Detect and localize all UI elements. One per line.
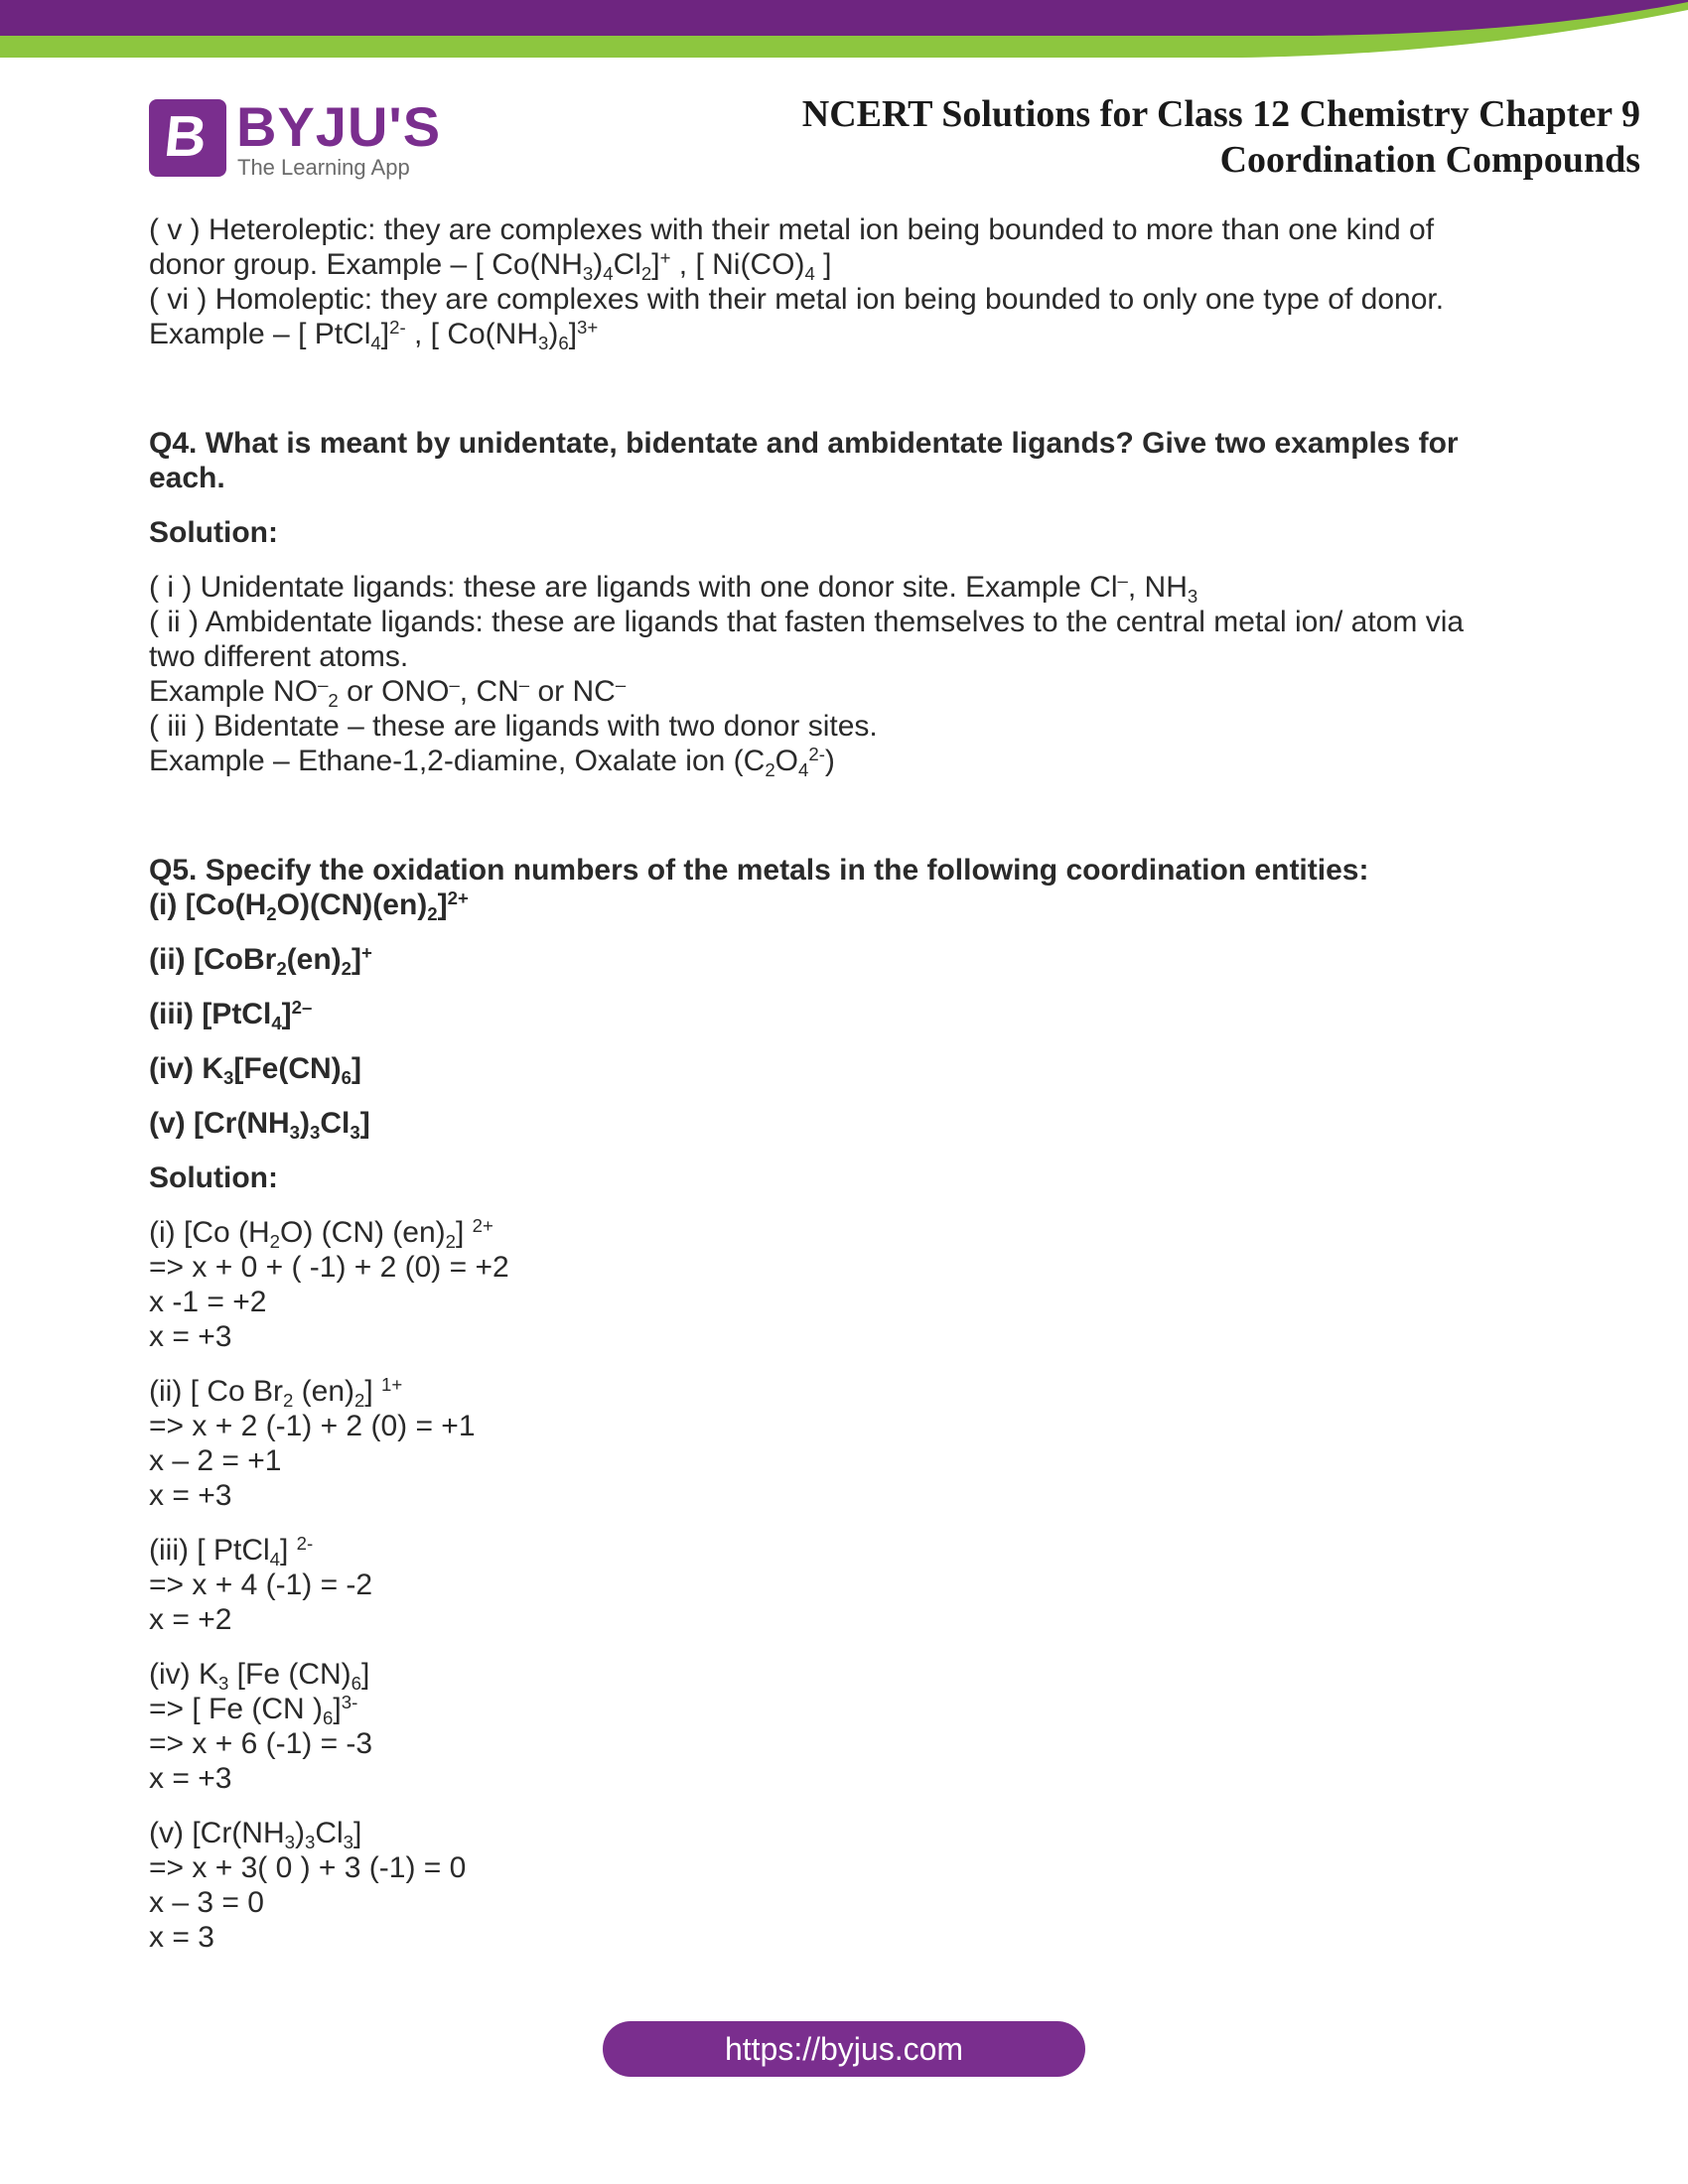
heteroleptic-example: donor group. Example – [ $Co(NH_3)_4Cl_2]^+$ , [ $Ni(CO)_4$ ] [149, 246, 832, 284]
q3-continuation [149, 212, 1539, 351]
logo-mark: B [149, 99, 226, 177]
bidentate-example: Example – Ethane-1,2-diamine, Oxalate ion $(C_2O_4^{2-})$ [149, 743, 835, 780]
q5-solution-iv: (iv) $K_3$ [Fe $(CN)_6$] => [ Fe (CN )$_6]^{3-}$ => x + 6 (-1) = -3 x = +3 [149, 1658, 373, 1795]
page-title [667, 91, 1640, 183]
q5-item-v: (v) $[Cr(NH_3)_3Cl_3]$ [149, 1107, 370, 1143]
title-line-2: Coordination Compounds [1219, 139, 1640, 181]
byjus-logo [149, 97, 447, 181]
q5-item-ii: (ii) $[CoBr_2(en)_2]^+$ [149, 941, 372, 979]
q5-item-iv: (iv) $K_3[Fe(CN)_6]$ [149, 1052, 361, 1088]
homoleptic-example: Example – [ PtCl$_4$]$^{2-}$ , [ $Co(NH_3)_6]^{3+}$ [149, 316, 599, 353]
header-color-band [0, 0, 1688, 60]
footer-url-link[interactable]: https://byjus.com [603, 2021, 1085, 2077]
brand-tagline: The Learning App [237, 155, 410, 180]
q4-solution-label: Solution: [149, 516, 278, 549]
heteroleptic-line: ( v ) Heteroleptic: they are complexes with their metal ion being bounded to more than one kind of [149, 213, 1435, 246]
q4-question-line-1: Q4. What is meant by unidentate, bidentate and ambidentate ligands? Give two examples for [149, 427, 1459, 460]
q4-section [149, 426, 1539, 778]
brand-name: BYJU'S [236, 95, 442, 158]
q5-item-i: (i) $[Co(H_2O)(CN)(en)_2]^{2+}$ [149, 887, 469, 924]
q5-solution-i: (i) [Co $(H_2O)$ (CN) $(en)_2$] $^{2+}$ => x + 0 + ( -1) + 2 (0) = +2 x -1 = +2 x = +3 [149, 1214, 509, 1353]
q5-solution-iii: (iii) [ PtCl$_4$] $^{2-}$ => x + 4 (-1) = -2 x = +2 [149, 1532, 373, 1636]
homoleptic-line: ( vi ) Homoleptic: they are complexes with their metal ion being bounded to only one type of donor. [149, 283, 1445, 316]
bidentate-line: ( iii ) Bidentate – these are ligands with two donor sites. [149, 710, 878, 743]
q5-solution-label: Solution: [149, 1161, 278, 1194]
title-line-1: NCERT Solutions for Class 12 Chemistry Chapter 9 [801, 93, 1640, 135]
q4-question-line-2: each. [149, 462, 225, 494]
ambidentate-line-2: two different atoms. [149, 640, 409, 673]
q5-section [149, 853, 1539, 1955]
q5-item-iii: (iii) [PtCl$_4$]$^{2-}$ [149, 996, 313, 1033]
q5-solution-v: (v) $[Cr(NH_3)_3Cl_3]$ => x + 3( 0 ) + 3 (-1) = 0 x – 3 = 0 x = 3 [149, 1817, 467, 1954]
unidentate-line: ( i ) Unidentate ligands: these are ligands with one donor site. Example Cl–, $NH_3$ [149, 569, 1198, 607]
q5-solution-ii: (ii) [ Co $Br_2$ $(en)_2$] $^{1+}$ => x + 2 (-1) + 2 (0) = +1 x – 2 = +1 x = +3 [149, 1373, 476, 1512]
ambidentate-line-1: ( ii ) Ambidentate ligands: these are ligands that fasten themselves to the central metal ion/ atom via [149, 606, 1465, 638]
q5-question: Q5. Specify the oxidation numbers of the metals in the following coordination entities: [149, 854, 1369, 887]
ambidentate-example: Example $NO^-_2$ or ONO–, CN– or NC– [149, 673, 627, 711]
document-body [149, 212, 1539, 1955]
